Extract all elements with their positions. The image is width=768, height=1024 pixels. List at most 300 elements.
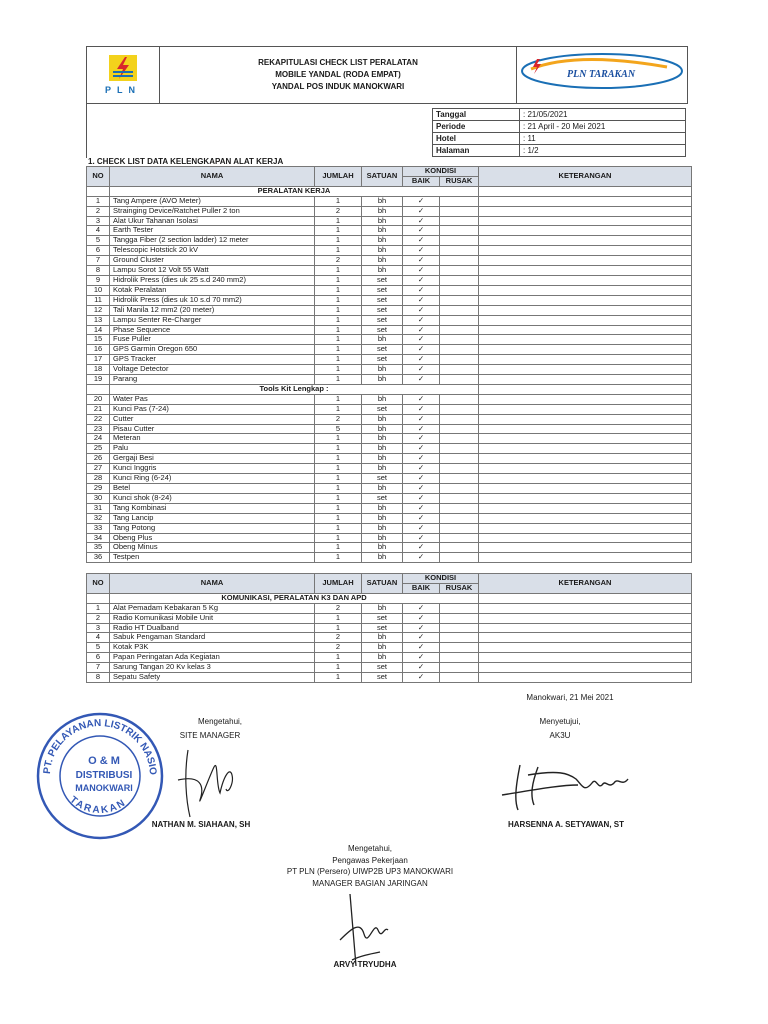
bottom-approval-label: Mengetahui, (347, 844, 393, 853)
col-nama: NAMA (110, 167, 315, 187)
group-blank (479, 593, 692, 603)
row-keterangan (479, 196, 692, 206)
stamp-outer-text: PT. PELAYANAN LISTRIK NASIO (41, 717, 159, 776)
row-nama: Telescopic Hotstick 20 kV (110, 246, 315, 256)
row-satuan: bh (362, 533, 403, 543)
row-rusak (440, 673, 479, 683)
table-row (87, 444, 692, 454)
row-jumlah: 1 (315, 484, 362, 494)
row-rusak (440, 543, 479, 553)
left-signature (170, 745, 250, 820)
row-rusak (440, 226, 479, 236)
row-satuan: bh (362, 256, 403, 266)
check-mark-icon: ✓ (403, 533, 440, 543)
row-nama: Tang Kombinasi (110, 503, 315, 513)
table-row (87, 464, 692, 474)
row-keterangan (479, 623, 692, 633)
row-satuan: set (362, 474, 403, 484)
row-no: 31 (87, 503, 110, 513)
check-mark-icon: ✓ (403, 365, 440, 375)
group-header-row (87, 593, 692, 603)
row-nama: Alat Ukur Tahanan Isolasi (110, 216, 315, 226)
row-nama: Ground Cluster (110, 256, 315, 266)
row-keterangan (479, 503, 692, 513)
row-rusak (440, 513, 479, 523)
row-no: 5 (87, 236, 110, 246)
group-blank (87, 384, 110, 394)
row-rusak (440, 315, 479, 325)
row-jumlah: 1 (315, 355, 362, 365)
row-satuan: bh (362, 464, 403, 474)
row-keterangan (479, 424, 692, 434)
row-satuan: bh (362, 633, 403, 643)
table-row (87, 305, 692, 315)
row-no: 18 (87, 365, 110, 375)
row-jumlah: 1 (315, 216, 362, 226)
row-keterangan (479, 523, 692, 533)
table-row (87, 623, 692, 633)
row-keterangan (479, 533, 692, 543)
col-rusak: RUSAK (440, 583, 479, 593)
document-header (86, 46, 688, 104)
row-rusak (440, 623, 479, 633)
table-row (87, 643, 692, 653)
table-row (87, 543, 692, 553)
row-keterangan (479, 444, 692, 454)
row-rusak (440, 424, 479, 434)
row-no: 36 (87, 553, 110, 563)
row-satuan: set (362, 305, 403, 315)
row-no: 8 (87, 673, 110, 683)
row-satuan: set (362, 623, 403, 633)
bottom-approval-line1: Pengawas Pekerjaan (332, 856, 408, 865)
row-rusak (440, 553, 479, 563)
row-jumlah: 1 (315, 305, 362, 315)
meta-value: : 11 (520, 133, 686, 145)
row-jumlah: 1 (315, 404, 362, 414)
col-baik: BAIK (403, 583, 440, 593)
row-rusak (440, 375, 479, 385)
check-mark-icon: ✓ (403, 623, 440, 633)
row-no: 2 (87, 206, 110, 216)
row-rusak (440, 236, 479, 246)
table-row (87, 454, 692, 464)
row-no: 26 (87, 454, 110, 464)
row-rusak (440, 493, 479, 503)
table-row (87, 275, 692, 285)
table-row (87, 345, 692, 355)
row-rusak (440, 206, 479, 216)
row-jumlah: 5 (315, 424, 362, 434)
row-keterangan (479, 355, 692, 365)
row-jumlah: 2 (315, 603, 362, 613)
svg-text:TARAKAN (67, 794, 128, 816)
col-no: NO (87, 574, 110, 594)
row-nama: Obeng Plus (110, 533, 315, 543)
row-jumlah: 1 (315, 434, 362, 444)
table-row (87, 266, 692, 276)
check-mark-icon: ✓ (403, 325, 440, 335)
row-no: 32 (87, 513, 110, 523)
row-keterangan (479, 633, 692, 643)
row-keterangan (479, 295, 692, 305)
table-row (87, 533, 692, 543)
meta-row (433, 133, 686, 145)
meta-row (433, 145, 686, 157)
row-no: 1 (87, 603, 110, 613)
row-jumlah: 1 (315, 553, 362, 563)
pln-logo (87, 47, 160, 103)
row-keterangan (479, 414, 692, 424)
row-rusak (440, 246, 479, 256)
group-title: PERALATAN KERJA (110, 186, 479, 196)
row-no: 16 (87, 345, 110, 355)
table-row (87, 236, 692, 246)
group-header-row (87, 186, 692, 196)
col-nama: NAMA (110, 574, 315, 594)
row-jumlah: 1 (315, 523, 362, 533)
table-row (87, 325, 692, 335)
row-jumlah: 1 (315, 663, 362, 673)
row-jumlah: 2 (315, 206, 362, 216)
row-satuan: bh (362, 206, 403, 216)
row-jumlah: 1 (315, 613, 362, 623)
row-nama: Kunci Inggris (110, 464, 315, 474)
check-mark-icon: ✓ (403, 543, 440, 553)
row-jumlah: 1 (315, 285, 362, 295)
check-mark-icon: ✓ (403, 474, 440, 484)
row-jumlah: 1 (315, 335, 362, 345)
check-mark-icon: ✓ (403, 663, 440, 673)
row-rusak (440, 444, 479, 454)
row-no: 25 (87, 444, 110, 454)
row-satuan: bh (362, 653, 403, 663)
row-rusak (440, 464, 479, 474)
row-no: 30 (87, 493, 110, 503)
row-no: 9 (87, 275, 110, 285)
check-mark-icon: ✓ (403, 484, 440, 494)
row-satuan: set (362, 275, 403, 285)
row-rusak (440, 345, 479, 355)
check-mark-icon: ✓ (403, 315, 440, 325)
row-keterangan (479, 246, 692, 256)
table-row (87, 484, 692, 494)
table-row (87, 553, 692, 563)
row-keterangan (479, 493, 692, 503)
row-no: 1 (87, 196, 110, 206)
row-rusak (440, 275, 479, 285)
row-satuan: bh (362, 543, 403, 553)
table-row (87, 246, 692, 256)
col-keterangan: KETERANGAN (479, 574, 692, 594)
col-kondisi: KONDISI (403, 574, 479, 584)
check-mark-icon: ✓ (403, 295, 440, 305)
row-no: 33 (87, 523, 110, 533)
row-keterangan (479, 325, 692, 335)
row-rusak (440, 454, 479, 464)
row-nama: Hidrolik Press (dies uk 25 s.d 240 mm2) (110, 275, 315, 285)
col-rusak: RUSAK (440, 176, 479, 186)
stamp-inner-2: DISTRIBUSI (75, 770, 133, 781)
row-jumlah: 1 (315, 375, 362, 385)
row-nama: Sabuk Pengaman Standard (110, 633, 315, 643)
row-no: 7 (87, 663, 110, 673)
row-jumlah: 1 (315, 394, 362, 404)
row-rusak (440, 196, 479, 206)
check-mark-icon: ✓ (403, 345, 440, 355)
col-satuan: SATUAN (362, 574, 403, 594)
group-title: Tools Kit Lengkap : (110, 384, 479, 394)
check-mark-icon: ✓ (403, 553, 440, 563)
table-row (87, 394, 692, 404)
row-keterangan (479, 673, 692, 683)
row-rusak (440, 285, 479, 295)
row-rusak (440, 414, 479, 424)
row-no: 22 (87, 414, 110, 424)
row-jumlah: 1 (315, 246, 362, 256)
row-nama: Lampu Sorot 12 Volt 55 Watt (110, 266, 315, 276)
table-row (87, 256, 692, 266)
row-no: 24 (87, 434, 110, 444)
col-satuan: SATUAN (362, 167, 403, 187)
row-satuan: set (362, 355, 403, 365)
row-jumlah: 1 (315, 266, 362, 276)
meta-row (433, 121, 686, 133)
table-row (87, 414, 692, 424)
row-satuan: bh (362, 226, 403, 236)
row-satuan: bh (362, 375, 403, 385)
row-jumlah: 1 (315, 503, 362, 513)
row-nama: Tang Potong (110, 523, 315, 533)
section-title: 1. CHECK LIST DATA KELENGKAPAN ALAT KERJA (88, 157, 284, 166)
row-jumlah: 1 (315, 275, 362, 285)
row-rusak (440, 533, 479, 543)
row-nama: Water Pas (110, 394, 315, 404)
group-blank (87, 593, 110, 603)
row-jumlah: 1 (315, 513, 362, 523)
check-mark-icon: ✓ (403, 454, 440, 464)
row-keterangan (479, 226, 692, 236)
row-keterangan (479, 236, 692, 246)
check-mark-icon: ✓ (403, 375, 440, 385)
row-nama: Gergaji Besi (110, 454, 315, 464)
table-row (87, 663, 692, 673)
row-jumlah: 1 (315, 533, 362, 543)
row-jumlah: 2 (315, 414, 362, 424)
row-nama: Tang Lancip (110, 513, 315, 523)
k3-table (86, 573, 692, 683)
row-no: 3 (87, 216, 110, 226)
row-nama: Cutter (110, 414, 315, 424)
row-jumlah: 2 (315, 633, 362, 643)
row-satuan: set (362, 325, 403, 335)
col-baik: BAIK (403, 176, 440, 186)
row-jumlah: 1 (315, 365, 362, 375)
left-signer-name: NATHAN M. SIAHAAN, SH (151, 820, 251, 829)
row-no: 6 (87, 653, 110, 663)
col-keterangan: KETERANGAN (479, 167, 692, 187)
row-no: 34 (87, 533, 110, 543)
table-row (87, 285, 692, 295)
row-no: 21 (87, 404, 110, 414)
row-keterangan (479, 335, 692, 345)
row-satuan: set (362, 613, 403, 623)
meta-value: : 1/2 (520, 145, 686, 157)
row-keterangan (479, 266, 692, 276)
title-line-2: MOBILE YANDAL (RODA EMPAT) (275, 70, 401, 79)
table-row (87, 404, 692, 414)
row-satuan: set (362, 285, 403, 295)
row-satuan: bh (362, 414, 403, 424)
row-keterangan (479, 653, 692, 663)
row-rusak (440, 613, 479, 623)
check-mark-icon: ✓ (403, 335, 440, 345)
row-jumlah: 1 (315, 345, 362, 355)
row-satuan: bh (362, 513, 403, 523)
row-no: 11 (87, 295, 110, 305)
check-mark-icon: ✓ (403, 434, 440, 444)
row-rusak (440, 266, 479, 276)
group-blank (479, 384, 692, 394)
row-keterangan (479, 315, 692, 325)
row-satuan: bh (362, 196, 403, 206)
row-jumlah: 1 (315, 653, 362, 663)
row-satuan: bh (362, 484, 403, 494)
table-row (87, 513, 692, 523)
stamp-inner-1: O & M (88, 755, 120, 767)
table-row (87, 523, 692, 533)
table-row (87, 673, 692, 683)
right-approval-label: Menyetujui, (539, 717, 581, 726)
col-jumlah: JUMLAH (315, 167, 362, 187)
row-jumlah: 1 (315, 325, 362, 335)
check-mark-icon: ✓ (403, 603, 440, 613)
row-satuan: bh (362, 335, 403, 345)
group-blank (87, 186, 110, 196)
row-satuan: bh (362, 503, 403, 513)
table-row (87, 365, 692, 375)
row-rusak (440, 305, 479, 315)
row-nama: Pisau Cutter (110, 424, 315, 434)
row-keterangan (479, 206, 692, 216)
row-jumlah: 1 (315, 493, 362, 503)
row-keterangan (479, 553, 692, 563)
check-mark-icon: ✓ (403, 266, 440, 276)
row-no: 10 (87, 285, 110, 295)
check-mark-icon: ✓ (403, 246, 440, 256)
check-mark-icon: ✓ (403, 513, 440, 523)
row-satuan: set (362, 673, 403, 683)
row-nama: Kunci Ring (6-24) (110, 474, 315, 484)
row-rusak (440, 325, 479, 335)
meta-row (433, 109, 686, 121)
row-rusak (440, 394, 479, 404)
row-rusak (440, 256, 479, 266)
row-jumlah: 1 (315, 673, 362, 683)
row-no: 4 (87, 226, 110, 236)
document-title (159, 57, 517, 93)
stamp-inner-3: MANOKWARI (75, 783, 133, 793)
title-line-1: REKAPITULASI CHECK LIST PERALATAN (258, 58, 418, 67)
table-row (87, 226, 692, 236)
row-nama: GPS Tracker (110, 355, 315, 365)
row-keterangan (479, 345, 692, 355)
check-mark-icon: ✓ (403, 196, 440, 206)
row-satuan: bh (362, 246, 403, 256)
row-satuan: bh (362, 454, 403, 464)
table-row (87, 315, 692, 325)
row-jumlah: 1 (315, 474, 362, 484)
row-jumlah: 2 (315, 643, 362, 653)
row-no: 28 (87, 474, 110, 484)
row-nama: Radio Komunikasi Mobile Unit (110, 613, 315, 623)
row-no: 13 (87, 315, 110, 325)
row-satuan: bh (362, 394, 403, 404)
table-row (87, 295, 692, 305)
row-nama: Lampu Senter Re-Charger (110, 315, 315, 325)
check-mark-icon: ✓ (403, 394, 440, 404)
table-row (87, 216, 692, 226)
row-satuan: set (362, 345, 403, 355)
row-rusak (440, 663, 479, 673)
row-nama: Phase Sequence (110, 325, 315, 335)
right-approval-role: AK3U (549, 731, 571, 740)
row-keterangan (479, 513, 692, 523)
check-mark-icon: ✓ (403, 285, 440, 295)
check-mark-icon: ✓ (403, 653, 440, 663)
check-mark-icon: ✓ (403, 643, 440, 653)
row-nama: Fuse Puller (110, 335, 315, 345)
row-nama: Earth Tester (110, 226, 315, 236)
check-mark-icon: ✓ (403, 444, 440, 454)
table-row (87, 493, 692, 503)
bottom-signer-name: ARVY TRYUDHA (333, 960, 397, 969)
row-jumlah: 1 (315, 543, 362, 553)
row-keterangan (479, 643, 692, 653)
row-satuan: bh (362, 424, 403, 434)
check-mark-icon: ✓ (403, 424, 440, 434)
row-satuan: set (362, 493, 403, 503)
place-date: Manokwari, 21 Mei 2021 (526, 693, 614, 702)
row-no: 4 (87, 633, 110, 643)
row-keterangan (479, 285, 692, 295)
check-mark-icon: ✓ (403, 673, 440, 683)
row-keterangan (479, 603, 692, 613)
table-row (87, 434, 692, 444)
row-keterangan (479, 484, 692, 494)
pln-logo-text: PLN (105, 85, 141, 95)
bottom-signature (330, 890, 410, 970)
row-keterangan (479, 305, 692, 315)
meta-left-blank (86, 102, 433, 158)
row-satuan: bh (362, 444, 403, 454)
col-jumlah: JUMLAH (315, 574, 362, 594)
row-keterangan (479, 216, 692, 226)
table-row (87, 355, 692, 365)
row-keterangan (479, 394, 692, 404)
row-nama: Tali Manila 12 mm2 (20 meter) (110, 305, 315, 315)
row-nama: Alat Pemadam Kebakaran 5 Kg (110, 603, 315, 613)
check-mark-icon: ✓ (403, 633, 440, 643)
check-mark-icon: ✓ (403, 613, 440, 623)
pln-tarakan-text: PLN TARAKAN (567, 69, 636, 80)
left-approval-label: Mengetahui, (197, 717, 243, 726)
table-row (87, 196, 692, 206)
row-rusak (440, 523, 479, 533)
row-satuan: bh (362, 603, 403, 613)
table-row (87, 613, 692, 623)
row-jumlah: 1 (315, 236, 362, 246)
